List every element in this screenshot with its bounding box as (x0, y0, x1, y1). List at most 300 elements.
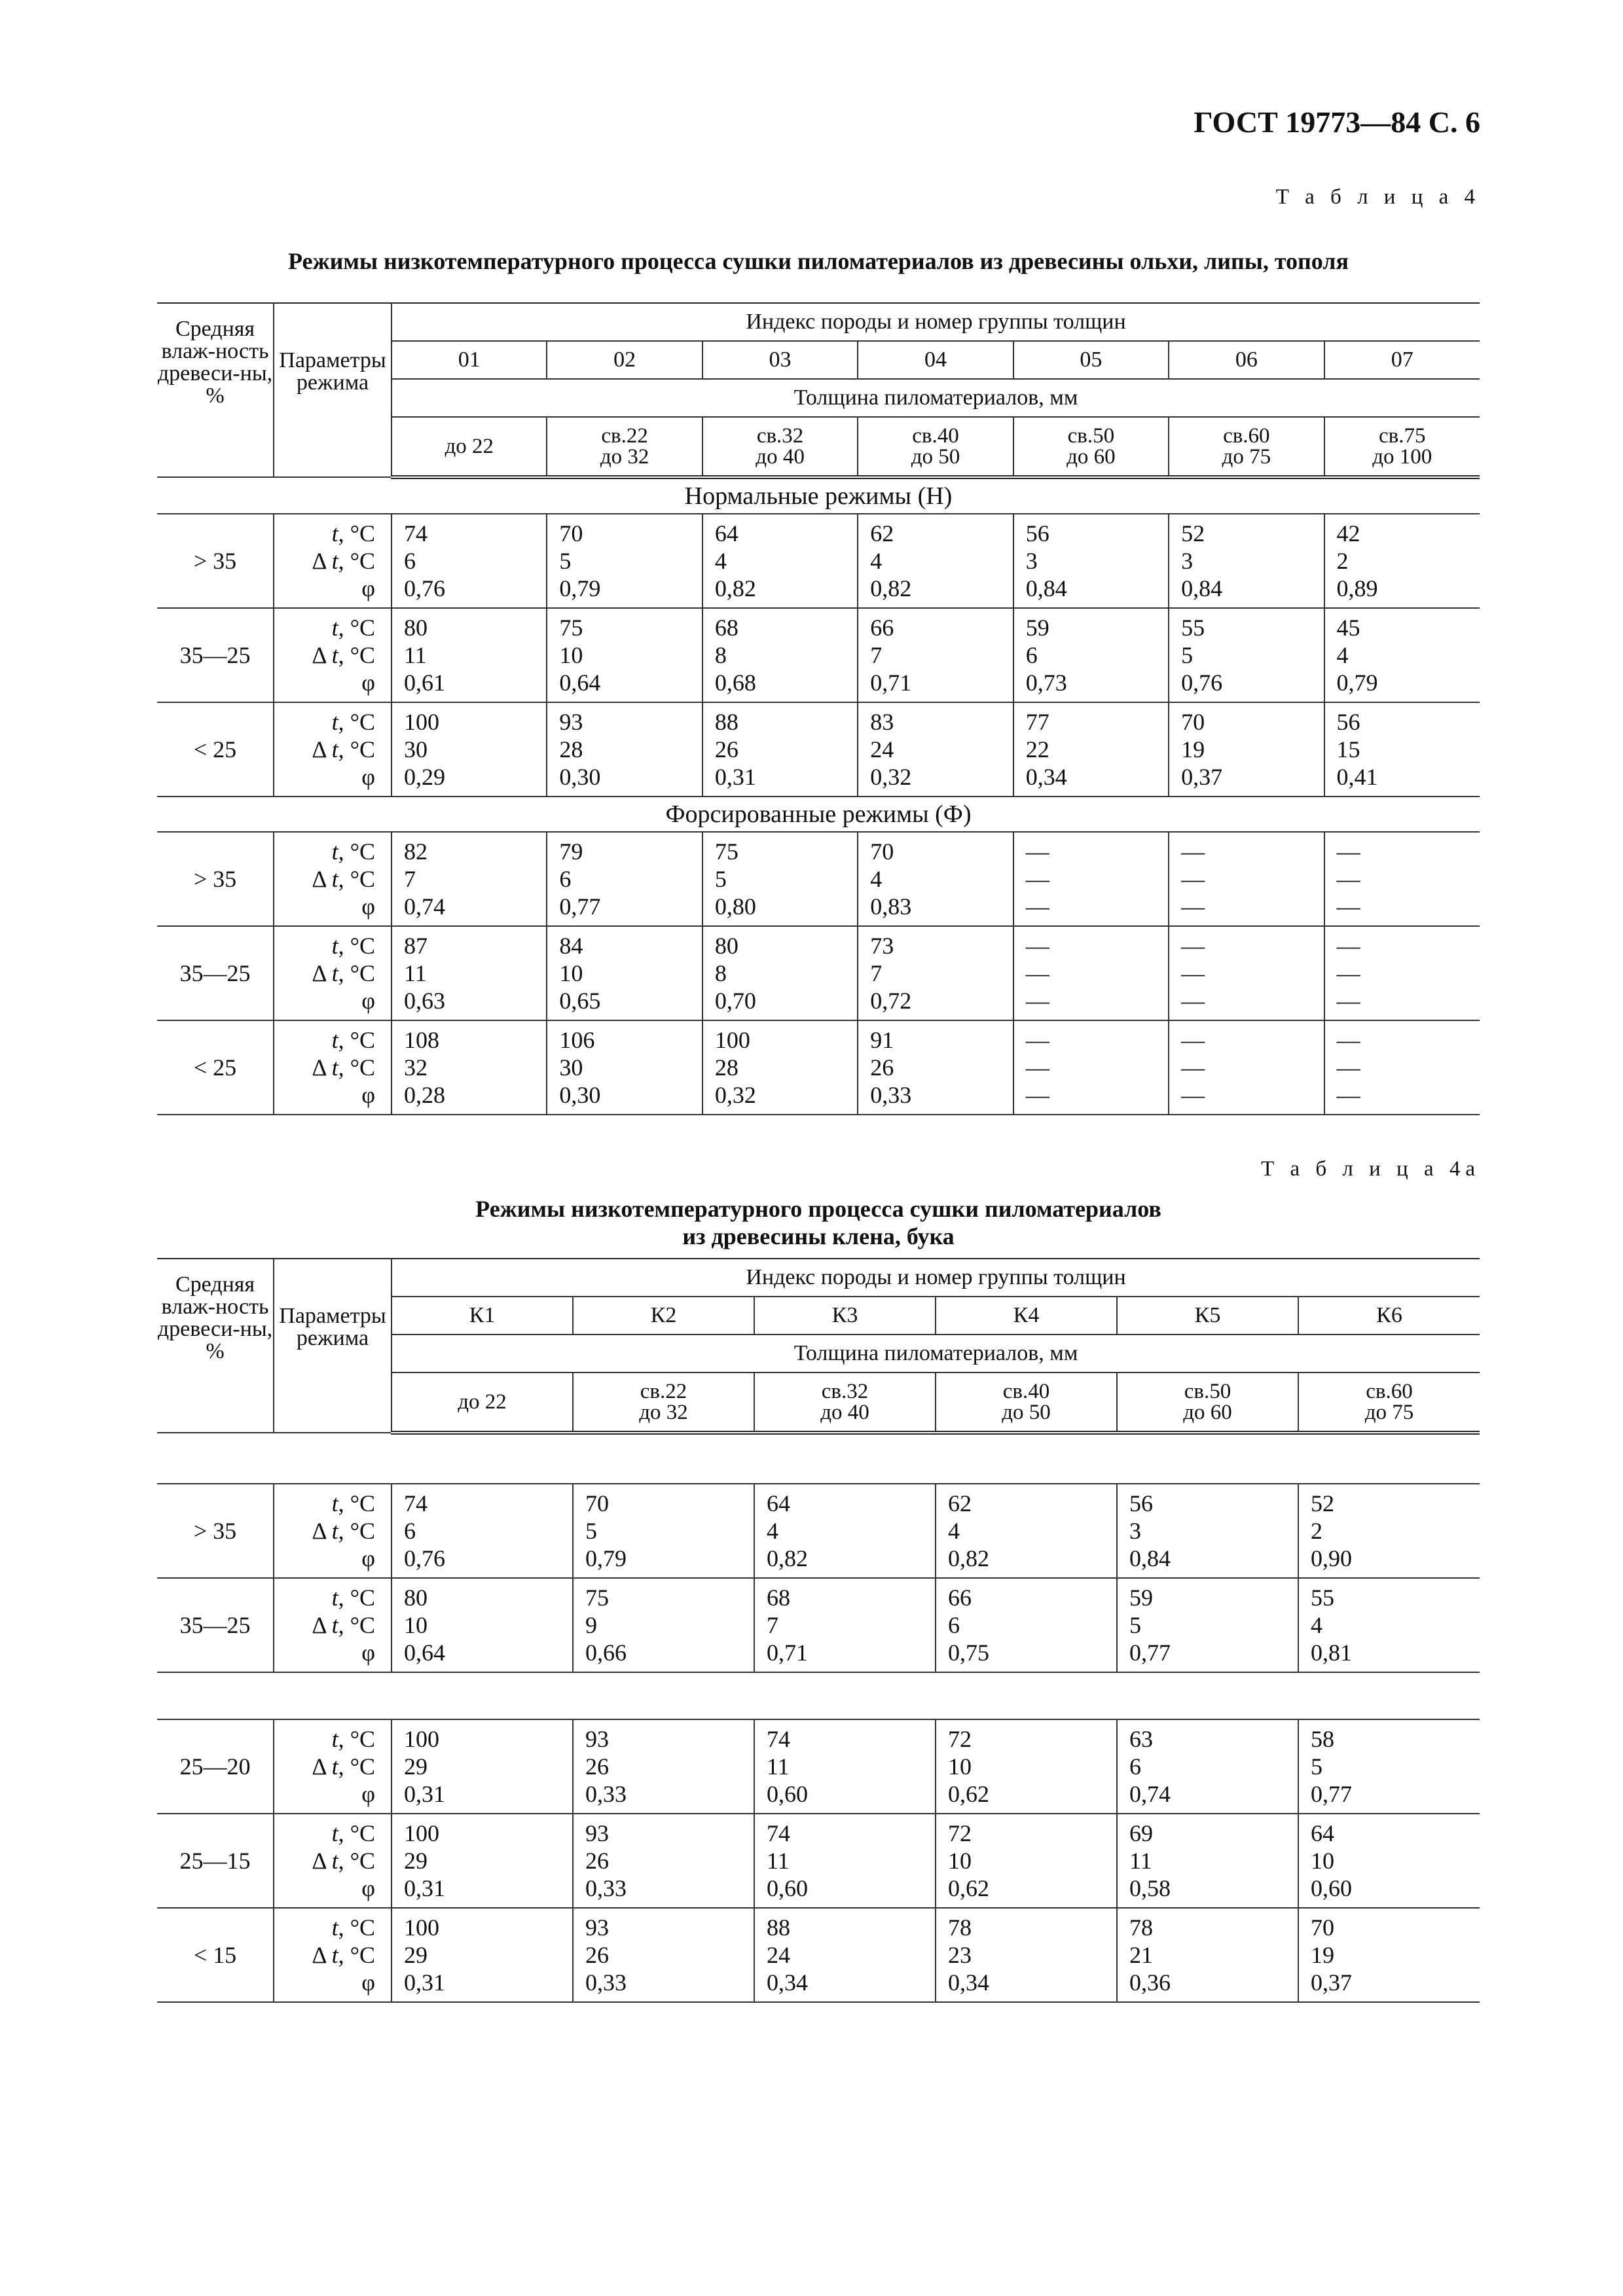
param-value: 5 (1311, 1753, 1322, 1780)
value-cell (936, 1908, 1117, 2002)
param-value: — (1181, 933, 1205, 959)
param-value: 19 (1181, 736, 1205, 762)
param-value: 100 (714, 1027, 750, 1053)
param-labels (274, 1814, 392, 1908)
param-value: — (1025, 838, 1049, 865)
param-symbol: t (331, 933, 338, 959)
param-value: 0,80 (714, 893, 756, 920)
param-value: 0,32 (870, 764, 912, 790)
param-value: 19 (1311, 1942, 1334, 1968)
param-value: — (1181, 866, 1205, 892)
param-value: 70 (870, 838, 894, 865)
param-label: t, °C (331, 1820, 375, 1846)
param-value: 78 (948, 1914, 972, 1941)
param-value: 82 (404, 838, 428, 865)
param-value: 0,76 (404, 1545, 445, 1571)
value-cell (1324, 1020, 1480, 1115)
param-value: 0,31 (404, 1781, 445, 1807)
value-cell (936, 1719, 1117, 1814)
table4 (157, 302, 1480, 1115)
param-value: 29 (404, 1848, 428, 1874)
param-value: 100 (404, 1914, 439, 1941)
param-value: 72 (948, 1726, 972, 1752)
param-value: 0,84 (1025, 575, 1067, 601)
value-cell (392, 1578, 573, 1672)
param-value: 7 (870, 642, 883, 668)
thickness-range (1117, 1372, 1298, 1433)
param-value: 0,65 (559, 988, 601, 1014)
param-label: φ (361, 1781, 375, 1807)
value-cell (1169, 514, 1324, 608)
moisture-value: 35—25 (157, 608, 274, 702)
param-value: 23 (948, 1942, 972, 1968)
thickness-range (1324, 417, 1480, 477)
param-value: 0,71 (870, 670, 912, 696)
param-value: 68 (767, 1585, 790, 1611)
params-column-header: Параметры режима (274, 1259, 392, 1433)
param-value: 52 (1181, 520, 1205, 547)
value-cell (1013, 926, 1169, 1020)
thickness-from: св.22 (640, 1380, 687, 1403)
table4a-title-line2: из древесины клена, бука (682, 1223, 955, 1249)
param-symbol: t (331, 1054, 338, 1081)
param-value: 0,34 (767, 1969, 808, 1996)
param-label: φ (361, 764, 375, 790)
param-value: 7 (870, 960, 883, 986)
group-code: 04 (858, 341, 1013, 379)
param-value: 10 (948, 1753, 972, 1780)
param-value: 77 (1025, 709, 1049, 735)
param-value: 0,30 (559, 764, 601, 790)
value-cell (392, 702, 547, 797)
param-value: 70 (559, 520, 583, 547)
thickness-to: до 40 (756, 445, 805, 469)
param-value: 0,89 (1336, 575, 1378, 601)
thickness-from: до 22 (445, 435, 494, 458)
param-value: 26 (870, 1054, 894, 1081)
table-row (157, 926, 1480, 1020)
thickness-from: св.40 (1002, 1380, 1050, 1403)
value-cell (702, 832, 858, 926)
value-cell (754, 1814, 936, 1908)
param-value: 93 (585, 1914, 609, 1941)
param-symbol: t (331, 709, 338, 735)
param-value: — (1025, 1054, 1049, 1081)
param-value: 10 (559, 960, 583, 986)
param-symbol: t (331, 1518, 338, 1544)
param-value: 0,84 (1129, 1545, 1171, 1571)
param-value: 4 (1311, 1612, 1322, 1638)
param-value: 0,33 (585, 1969, 627, 1996)
param-value: 21 (1129, 1942, 1153, 1968)
param-value: 0,58 (1129, 1875, 1171, 1901)
param-value: 0,36 (1129, 1969, 1171, 1996)
value-cell (702, 1020, 858, 1115)
param-label: t, °C (331, 933, 375, 959)
param-value: — (1336, 1082, 1360, 1108)
param-value: 0,62 (948, 1781, 989, 1807)
group-code: К6 (1298, 1297, 1480, 1335)
value-cell (702, 926, 858, 1020)
param-value: 70 (585, 1490, 609, 1516)
param-labels (274, 1578, 392, 1672)
param-value: 59 (1025, 615, 1049, 641)
value-cell (1013, 514, 1169, 608)
param-value: — (1181, 988, 1205, 1014)
param-value: — (1025, 933, 1049, 959)
param-value: 100 (404, 1726, 439, 1752)
param-label: φ (361, 1875, 375, 1901)
param-label: t, °C (331, 1726, 375, 1752)
value-cell (1117, 1484, 1298, 1578)
param-value: — (1025, 1027, 1049, 1053)
param-value: 0,74 (1129, 1781, 1171, 1807)
param-value: 0,37 (1181, 764, 1223, 790)
param-value: 64 (1311, 1820, 1334, 1846)
value-cell (1169, 1020, 1324, 1115)
value-cell (547, 1020, 702, 1115)
thickness-range (1169, 417, 1324, 477)
param-value: 4 (948, 1518, 960, 1544)
value-cell (392, 608, 547, 702)
param-value: 30 (404, 736, 428, 762)
param-value: 83 (870, 709, 894, 735)
param-value: 0,33 (585, 1781, 627, 1807)
param-value: 66 (870, 615, 894, 641)
param-value: 4 (1336, 642, 1349, 668)
param-value: 0,82 (767, 1545, 808, 1571)
param-value: 0,84 (1181, 575, 1223, 601)
param-value: 0,76 (1181, 670, 1223, 696)
param-label: Δ t, °C (312, 1612, 375, 1638)
param-labels (274, 1908, 392, 2002)
thickness-from: до 22 (458, 1390, 507, 1414)
value-cell (754, 1484, 936, 1578)
param-value: 11 (1129, 1848, 1152, 1874)
moisture-value: 25—15 (157, 1814, 274, 1908)
table4-title: Режимы низкотемпературного процесса сушки пиломатериалов из древесины ольхи, липы, тополя (288, 248, 1349, 274)
param-label: Δ t, °C (312, 1848, 375, 1874)
param-labels (274, 1484, 392, 1578)
moisture-column-header: Средняя влаж-ность древеси-ны, % (157, 1259, 274, 1433)
param-labels (274, 1020, 392, 1115)
value-cell (547, 926, 702, 1020)
param-value: 5 (585, 1518, 597, 1544)
group-code: 07 (1324, 341, 1480, 379)
param-value: — (1181, 1054, 1205, 1081)
value-cell (858, 514, 1013, 608)
param-value: 0,82 (948, 1545, 989, 1571)
param-symbol: t (331, 1942, 338, 1968)
value-cell (1324, 608, 1480, 702)
value-cell (392, 1719, 573, 1814)
thickness-from: св.40 (912, 424, 959, 448)
param-value: 0,30 (559, 1082, 601, 1108)
param-value: 0,37 (1311, 1969, 1352, 1996)
param-value: 0,60 (1311, 1875, 1352, 1901)
param-labels (274, 514, 392, 608)
moisture-value: > 35 (157, 514, 274, 608)
value-cell (936, 1578, 1117, 1672)
param-value: 70 (1181, 709, 1205, 735)
param-value: 0,34 (948, 1969, 989, 1996)
param-value: 87 (404, 933, 428, 959)
param-value: — (1181, 1027, 1205, 1053)
param-label: Δ t, °C (312, 1942, 375, 1968)
param-value: 0,77 (1129, 1640, 1171, 1666)
value-cell (1013, 832, 1169, 926)
group-code: К5 (1117, 1297, 1298, 1335)
value-cell (1169, 926, 1324, 1020)
value-cell (392, 1908, 573, 2002)
param-value: 84 (559, 933, 583, 959)
param-value: 26 (585, 1848, 609, 1874)
value-cell (936, 1814, 1117, 1908)
param-value: 100 (404, 1820, 439, 1846)
param-symbol: t (331, 838, 338, 865)
moisture-value: > 35 (157, 1484, 274, 1578)
param-value: 88 (767, 1914, 790, 1941)
table-row (157, 702, 1480, 797)
param-value: 0,83 (870, 893, 912, 920)
param-value: — (1025, 960, 1049, 986)
param-value: 10 (404, 1612, 428, 1638)
param-label: t, °C (331, 615, 375, 641)
thickness-header: Толщина пиломатериалов, мм (392, 379, 1480, 417)
value-cell (702, 608, 858, 702)
table4a-title (157, 1195, 1480, 1250)
value-cell (573, 1578, 754, 1672)
param-symbol: t (331, 736, 338, 762)
param-label: φ (361, 670, 375, 696)
param-labels (274, 832, 392, 926)
param-value: — (1025, 988, 1049, 1014)
param-label: φ (361, 575, 375, 601)
thickness-from: св.32 (756, 424, 804, 448)
param-value: 70 (1311, 1914, 1334, 1941)
param-symbol: t (331, 1490, 338, 1516)
value-cell (1298, 1578, 1480, 1672)
value-cell (573, 1719, 754, 1814)
value-cell (1013, 608, 1169, 702)
param-value: 72 (948, 1820, 972, 1846)
param-label: t, °C (331, 1027, 375, 1053)
param-symbol: t (331, 866, 338, 892)
moisture-value: < 15 (157, 1908, 274, 2002)
spacer-row (157, 1672, 1480, 1719)
param-value: 0,60 (767, 1875, 808, 1901)
group-code: К1 (392, 1297, 573, 1335)
param-value: 0,72 (870, 988, 912, 1014)
param-value: — (1181, 893, 1205, 920)
param-value: 56 (1129, 1490, 1153, 1516)
param-value: 10 (559, 642, 583, 668)
param-labels (274, 926, 392, 1020)
param-value: 63 (1129, 1726, 1153, 1752)
param-label: Δ t, °C (312, 1753, 375, 1780)
param-value: 7 (767, 1612, 778, 1638)
param-value: 2 (1336, 548, 1349, 574)
param-value: 0,79 (1336, 670, 1378, 696)
thickness-from: св.32 (821, 1380, 869, 1403)
param-value: 66 (948, 1585, 972, 1611)
param-value: 6 (559, 866, 572, 892)
param-label: φ (361, 893, 375, 920)
param-value: 11 (404, 642, 427, 668)
param-symbol: t (331, 520, 338, 547)
table-row (157, 1484, 1480, 1578)
thickness-from: св.60 (1223, 424, 1270, 448)
section-row (157, 797, 1480, 832)
value-cell (1169, 702, 1324, 797)
param-value: 15 (1336, 736, 1360, 762)
param-value: 30 (559, 1054, 583, 1081)
param-value: 0,29 (404, 764, 445, 790)
param-label: t, °C (331, 1585, 375, 1611)
table-row (157, 1814, 1480, 1908)
param-value: 56 (1336, 709, 1360, 735)
param-value: 0,28 (404, 1082, 445, 1108)
value-cell (1298, 1908, 1480, 2002)
param-value: 11 (767, 1848, 790, 1874)
param-value: — (1181, 960, 1205, 986)
param-value: 93 (585, 1820, 609, 1846)
section-title: Форсированные режимы (Ф) (157, 797, 1480, 832)
table-row (157, 1020, 1480, 1115)
param-value: — (1181, 838, 1205, 865)
table-row (157, 514, 1480, 608)
param-value: 0,32 (714, 1082, 756, 1108)
param-label: φ (361, 1082, 375, 1108)
thickness-to: до 32 (639, 1401, 688, 1424)
moisture-value: 35—25 (157, 926, 274, 1020)
param-value: 4 (767, 1518, 778, 1544)
group-code: К4 (936, 1297, 1117, 1335)
param-value: 11 (767, 1753, 790, 1780)
param-symbol: t (331, 615, 338, 641)
param-value: 74 (404, 520, 428, 547)
param-label: φ (361, 1969, 375, 1996)
spacer (157, 1672, 1480, 1719)
section-row (157, 477, 1480, 514)
thickness-to: до 75 (1364, 1401, 1414, 1424)
param-label: Δ t, °C (312, 1518, 375, 1544)
param-value: 93 (559, 709, 583, 735)
table-row (157, 1578, 1480, 1672)
param-label: t, °C (331, 520, 375, 547)
param-value: 74 (767, 1820, 790, 1846)
param-value: — (1025, 893, 1049, 920)
param-value: — (1336, 988, 1360, 1014)
param-value: 32 (404, 1054, 428, 1081)
param-value: 6 (1025, 642, 1038, 668)
thickness-range (1298, 1372, 1480, 1433)
param-value: 7 (404, 866, 416, 892)
param-labels (274, 1719, 392, 1814)
param-value: 4 (714, 548, 727, 574)
param-value: 0,64 (559, 670, 601, 696)
param-label: φ (361, 988, 375, 1014)
thickness-to: до 32 (600, 445, 649, 469)
moisture-column-header: Средняя влаж-ность древеси-ны, % (157, 303, 274, 477)
param-value: 108 (404, 1027, 439, 1053)
param-value: 6 (948, 1612, 960, 1638)
param-value: 75 (714, 838, 739, 865)
value-cell (547, 514, 702, 608)
moisture-value: < 25 (157, 1020, 274, 1115)
param-value: 91 (870, 1027, 894, 1053)
thickness-range (573, 1372, 754, 1433)
param-value: 64 (714, 520, 739, 547)
value-cell (1117, 1578, 1298, 1672)
thickness-to: до 60 (1183, 1401, 1232, 1424)
param-value: 5 (714, 866, 727, 892)
moisture-value: 25—20 (157, 1719, 274, 1814)
param-value: 0,76 (404, 575, 445, 601)
param-value: 93 (585, 1726, 609, 1752)
index-header: Индекс породы и номер группы толщин (392, 303, 1480, 341)
param-value: 26 (714, 736, 739, 762)
index-header: Индекс породы и номер группы толщин (392, 1259, 1480, 1297)
param-value: 74 (404, 1490, 428, 1516)
param-value: 0,71 (767, 1640, 808, 1666)
param-value: 0,82 (870, 575, 912, 601)
param-value: 42 (1336, 520, 1360, 547)
value-cell (1013, 1020, 1169, 1115)
param-value: — (1336, 933, 1360, 959)
param-value: 62 (870, 520, 894, 547)
param-value: 0,33 (585, 1875, 627, 1901)
value-cell (1117, 1814, 1298, 1908)
param-symbol: t (331, 1753, 338, 1780)
param-value: — (1336, 893, 1360, 920)
param-value: 0,79 (559, 575, 601, 601)
table4a-caption: Т а б л и ц а 4а (1261, 1157, 1480, 1181)
value-cell (1324, 514, 1480, 608)
value-cell (754, 1578, 936, 1672)
value-cell (858, 702, 1013, 797)
spacer (157, 1433, 1480, 1484)
param-value: 6 (1129, 1753, 1141, 1780)
param-value: 5 (1129, 1612, 1141, 1638)
param-label: Δ t, °C (312, 1054, 375, 1081)
param-value: 0,64 (404, 1640, 445, 1666)
table4-caption: Т а б л и ц а 4 (1275, 185, 1480, 209)
table-row (157, 1719, 1480, 1814)
param-value: 55 (1181, 615, 1205, 641)
param-value: — (1336, 838, 1360, 865)
param-value: 28 (714, 1054, 739, 1081)
param-value: 78 (1129, 1914, 1153, 1941)
param-symbol: t (331, 1726, 338, 1752)
param-value: 22 (1025, 736, 1049, 762)
value-cell (858, 608, 1013, 702)
param-labels (274, 608, 392, 702)
table4a-header-row (157, 1259, 1480, 1297)
group-code: 05 (1013, 341, 1169, 379)
param-value: 4 (870, 548, 883, 574)
param-label: t, °C (331, 1914, 375, 1941)
param-label: t, °C (331, 709, 375, 735)
thickness-to: до 50 (1002, 1401, 1051, 1424)
param-symbol: t (331, 1585, 338, 1611)
param-value: 100 (404, 709, 439, 735)
param-value: — (1025, 1082, 1049, 1108)
thickness-to: до 50 (911, 445, 960, 469)
param-value: 0,81 (1311, 1640, 1352, 1666)
param-label: t, °C (331, 838, 375, 865)
group-code: 03 (702, 341, 858, 379)
